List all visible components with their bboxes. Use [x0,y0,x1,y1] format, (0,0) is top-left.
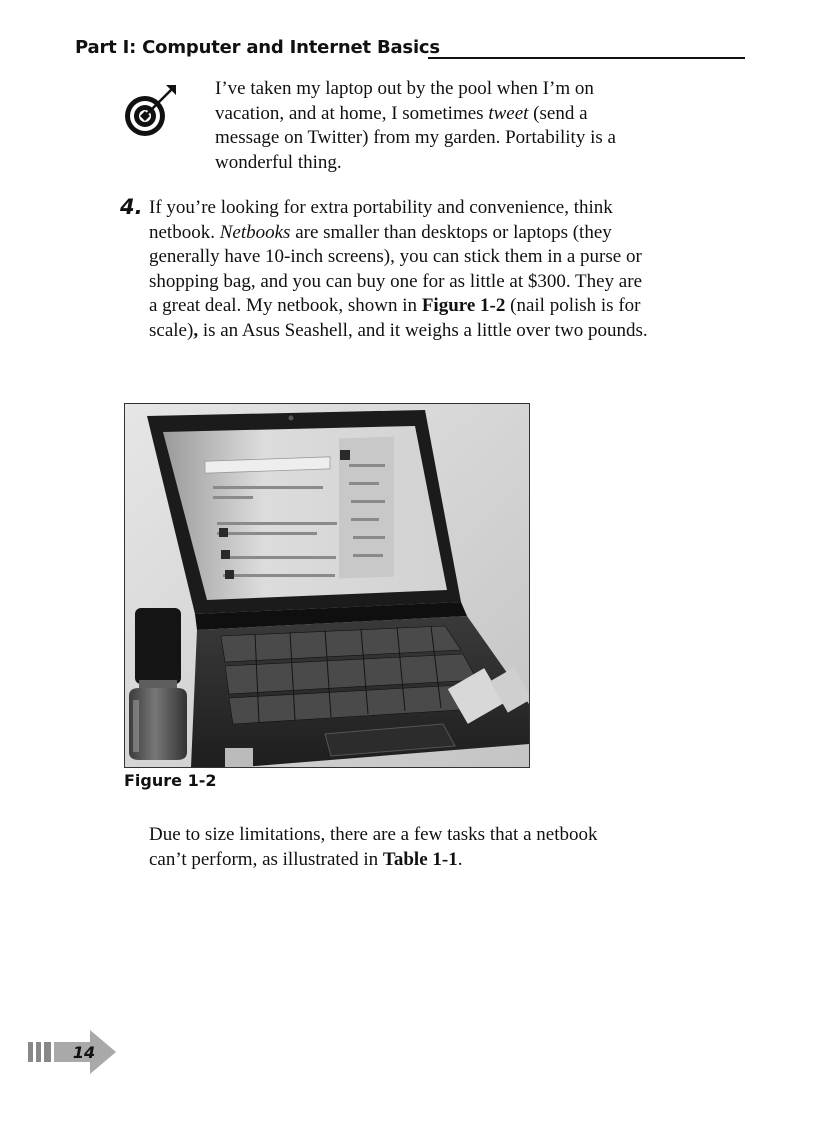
figure-reference: Figure 1-2 [421,295,506,316]
target-icon [122,83,178,139]
closing-text-tail: . [457,848,463,870]
step-comma: , [193,319,199,341]
running-head-title: Part I: Computer and Internet Basics [75,37,440,58]
step-number: 4. [120,195,143,219]
closing-text-lead: Due to size limitations, there are a few tasks that a netbook can’t perform, as illustrated in [149,824,598,870]
step-text-mid: are smaller than desktops or laptops (they generally have 10-inch screens), you can stick them in a purse or shopping bag, and you can buy one for as little at $300. They are a great deal. My netbook, shown in [149,221,642,316]
netbook-photo [124,403,530,768]
running-header [75,37,745,61]
tip-text-lead: I’ve taken my laptop out by the pool when I’m on vacation, and at home, I sometimes [215,78,594,124]
figure-caption: Figure 1-2 [124,771,217,790]
step-text-mid2: (nail polish is for scale) [149,295,641,341]
header-rule [428,57,745,59]
page-number-tab [28,1030,118,1074]
tip-paragraph [215,77,655,175]
table-reference: Table 1-1 [382,848,458,870]
step-term: Netbooks [219,221,291,243]
step-paragraph [149,196,649,343]
page-number: 14 [72,1043,96,1062]
tip-text-tail: (send a message on Twitter) from my garden. Portability is a wonderful thing. [215,102,616,173]
closing-paragraph [149,823,629,872]
step-text-lead: If you’re looking for extra portability and convenience, think netbook. [149,197,613,243]
tip-term: tweet [488,102,529,124]
step-text-tail: is an Asus Seashell, and it weighs a little over two pounds. [198,319,648,341]
